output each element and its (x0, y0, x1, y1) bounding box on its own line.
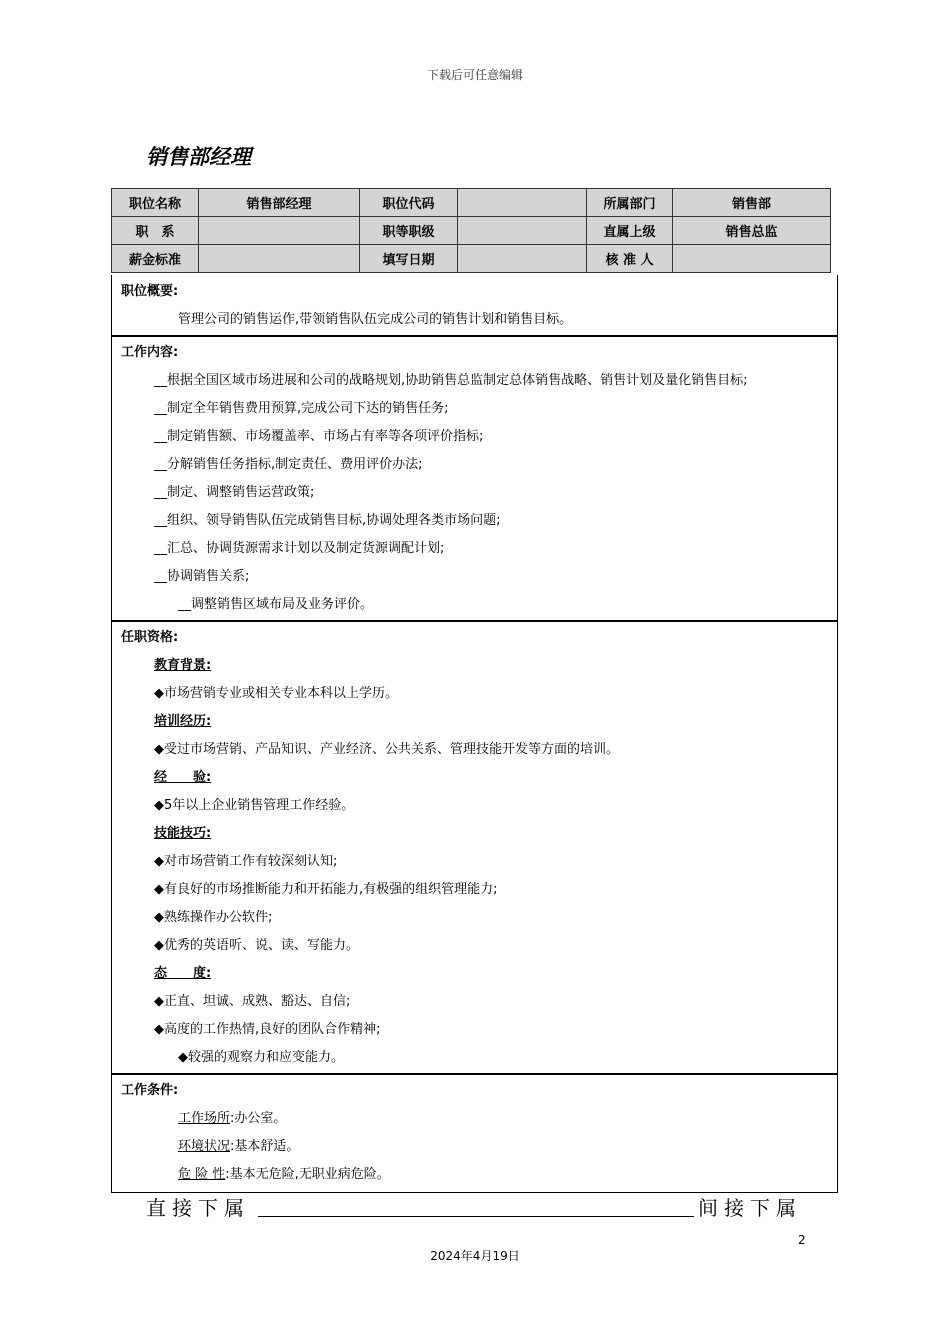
duty-item: __制定全年销售费用预算,完成公司下达的销售任务; (154, 401, 449, 416)
label-position-name: 职位名称 (112, 189, 199, 217)
value-grade (458, 217, 587, 245)
duty-item: __汇总、协调货源需求计划以及制定货源调配计划; (154, 541, 445, 556)
duty-item: __制定、调整销售运营政策; (154, 485, 315, 500)
value-approver (673, 245, 831, 273)
duty-item: __分解销售任务指标,制定责任、费用评价办法; (154, 457, 423, 472)
attitude-item: ◆高度的工作热情,良好的团队合作精神; (154, 1022, 381, 1037)
value-position-code (458, 189, 587, 217)
qualifications-heading: 任职资格: (121, 630, 179, 645)
duty-item: __调整销售区域布局及业务评价。 (178, 597, 374, 612)
conditions-heading: 工作条件: (121, 1083, 179, 1098)
page-title: 销售部经理 (146, 145, 251, 169)
value-supervisor: 销售总监 (673, 217, 831, 245)
environment-label: 环境状况 (178, 1139, 231, 1154)
job-info-table (111, 188, 831, 273)
experience-label: 经 验: (154, 770, 212, 785)
condition-environment (178, 1139, 299, 1155)
place-value: :办公室。 (230, 1111, 287, 1126)
attitude-item: ◆较强的观察力和应变能力。 (178, 1050, 344, 1065)
condition-place (178, 1111, 286, 1127)
duty-item: __制定销售额、市场覆盖率、市场占有率等各项评价指标; (154, 429, 484, 444)
training-item: ◆受过市场营销、产品知识、产业经济、公共关系、管理技能开发等方面的培训。 (154, 742, 619, 757)
conditions-section (111, 1074, 838, 1193)
risk-value: :基本无危险,无职业病危险。 (225, 1167, 390, 1182)
summary-section (111, 275, 838, 336)
value-job-family (199, 217, 360, 245)
duties-section (111, 336, 838, 621)
training-label: 培训经历: (154, 714, 212, 729)
page-number: 2 (798, 1233, 806, 1247)
label-supervisor: 直属上级 (587, 217, 673, 245)
skill-item: ◆有良好的市场推断能力和开拓能力,有极强的组织管理能力; (154, 882, 498, 897)
label-salary: 薪金标准 (112, 245, 199, 273)
experience-item: ◆5年以上企业销售管理工作经验。 (154, 798, 355, 813)
summary-heading: 职位概要: (121, 284, 179, 299)
subordinates-blank-line (258, 1216, 694, 1217)
summary-text: 管理公司的销售运作,带领销售队伍完成公司的销售计划和销售目标。 (178, 312, 573, 327)
qualifications-section (111, 621, 838, 1074)
footer-date: 2024年4月19日 (430, 1249, 520, 1263)
label-department: 所属部门 (587, 189, 673, 217)
value-salary (199, 245, 360, 273)
risk-label: 危 险 性 (178, 1167, 226, 1182)
attitude-label: 态 度: (154, 966, 212, 981)
duty-item: __组织、领导销售队伍完成销售目标,协调处理各类市场问题; (154, 513, 501, 528)
skill-item: ◆对市场营销工作有较深刻认知; (154, 854, 338, 869)
header-note: 下载后可任意编辑 (426, 68, 523, 82)
table-row (112, 245, 831, 273)
skill-item: ◆优秀的英语听、说、读、写能力。 (154, 938, 359, 953)
value-department: 销售部 (673, 189, 831, 217)
indirect-subordinates-label: 间接下属 (698, 1196, 802, 1220)
condition-risk (178, 1167, 390, 1183)
value-fill-date (458, 245, 587, 273)
label-grade: 职等职级 (360, 217, 458, 245)
value-position-name: 销售部经理 (199, 189, 360, 217)
label-position-code: 职位代码 (360, 189, 458, 217)
place-label: 工作场所 (178, 1111, 231, 1126)
environment-value: :基本舒适。 (230, 1139, 300, 1154)
direct-subordinates-label: 直接下属 (146, 1196, 250, 1220)
table-row (112, 217, 831, 245)
education-label: 教育背景: (154, 658, 212, 673)
label-job-family: 职 系 (112, 217, 199, 245)
duty-item: __协调销售关系; (154, 569, 250, 584)
label-fill-date: 填写日期 (360, 245, 458, 273)
skill-item: ◆熟练操作办公软件; (154, 910, 273, 925)
label-approver: 核 准 人 (587, 245, 673, 273)
duties-heading: 工作内容: (121, 345, 179, 360)
table-row (112, 189, 831, 217)
duty-item: __根据全国区域市场进展和公司的战略规划,协助销售总监制定总体销售战略、销售计划及量化销售目标; (154, 373, 748, 388)
education-item: ◆市场营销专业或相关专业本科以上学历。 (154, 686, 398, 701)
skills-label: 技能技巧: (154, 826, 212, 841)
attitude-item: ◆正直、坦诚、成熟、豁达、自信; (154, 994, 351, 1009)
